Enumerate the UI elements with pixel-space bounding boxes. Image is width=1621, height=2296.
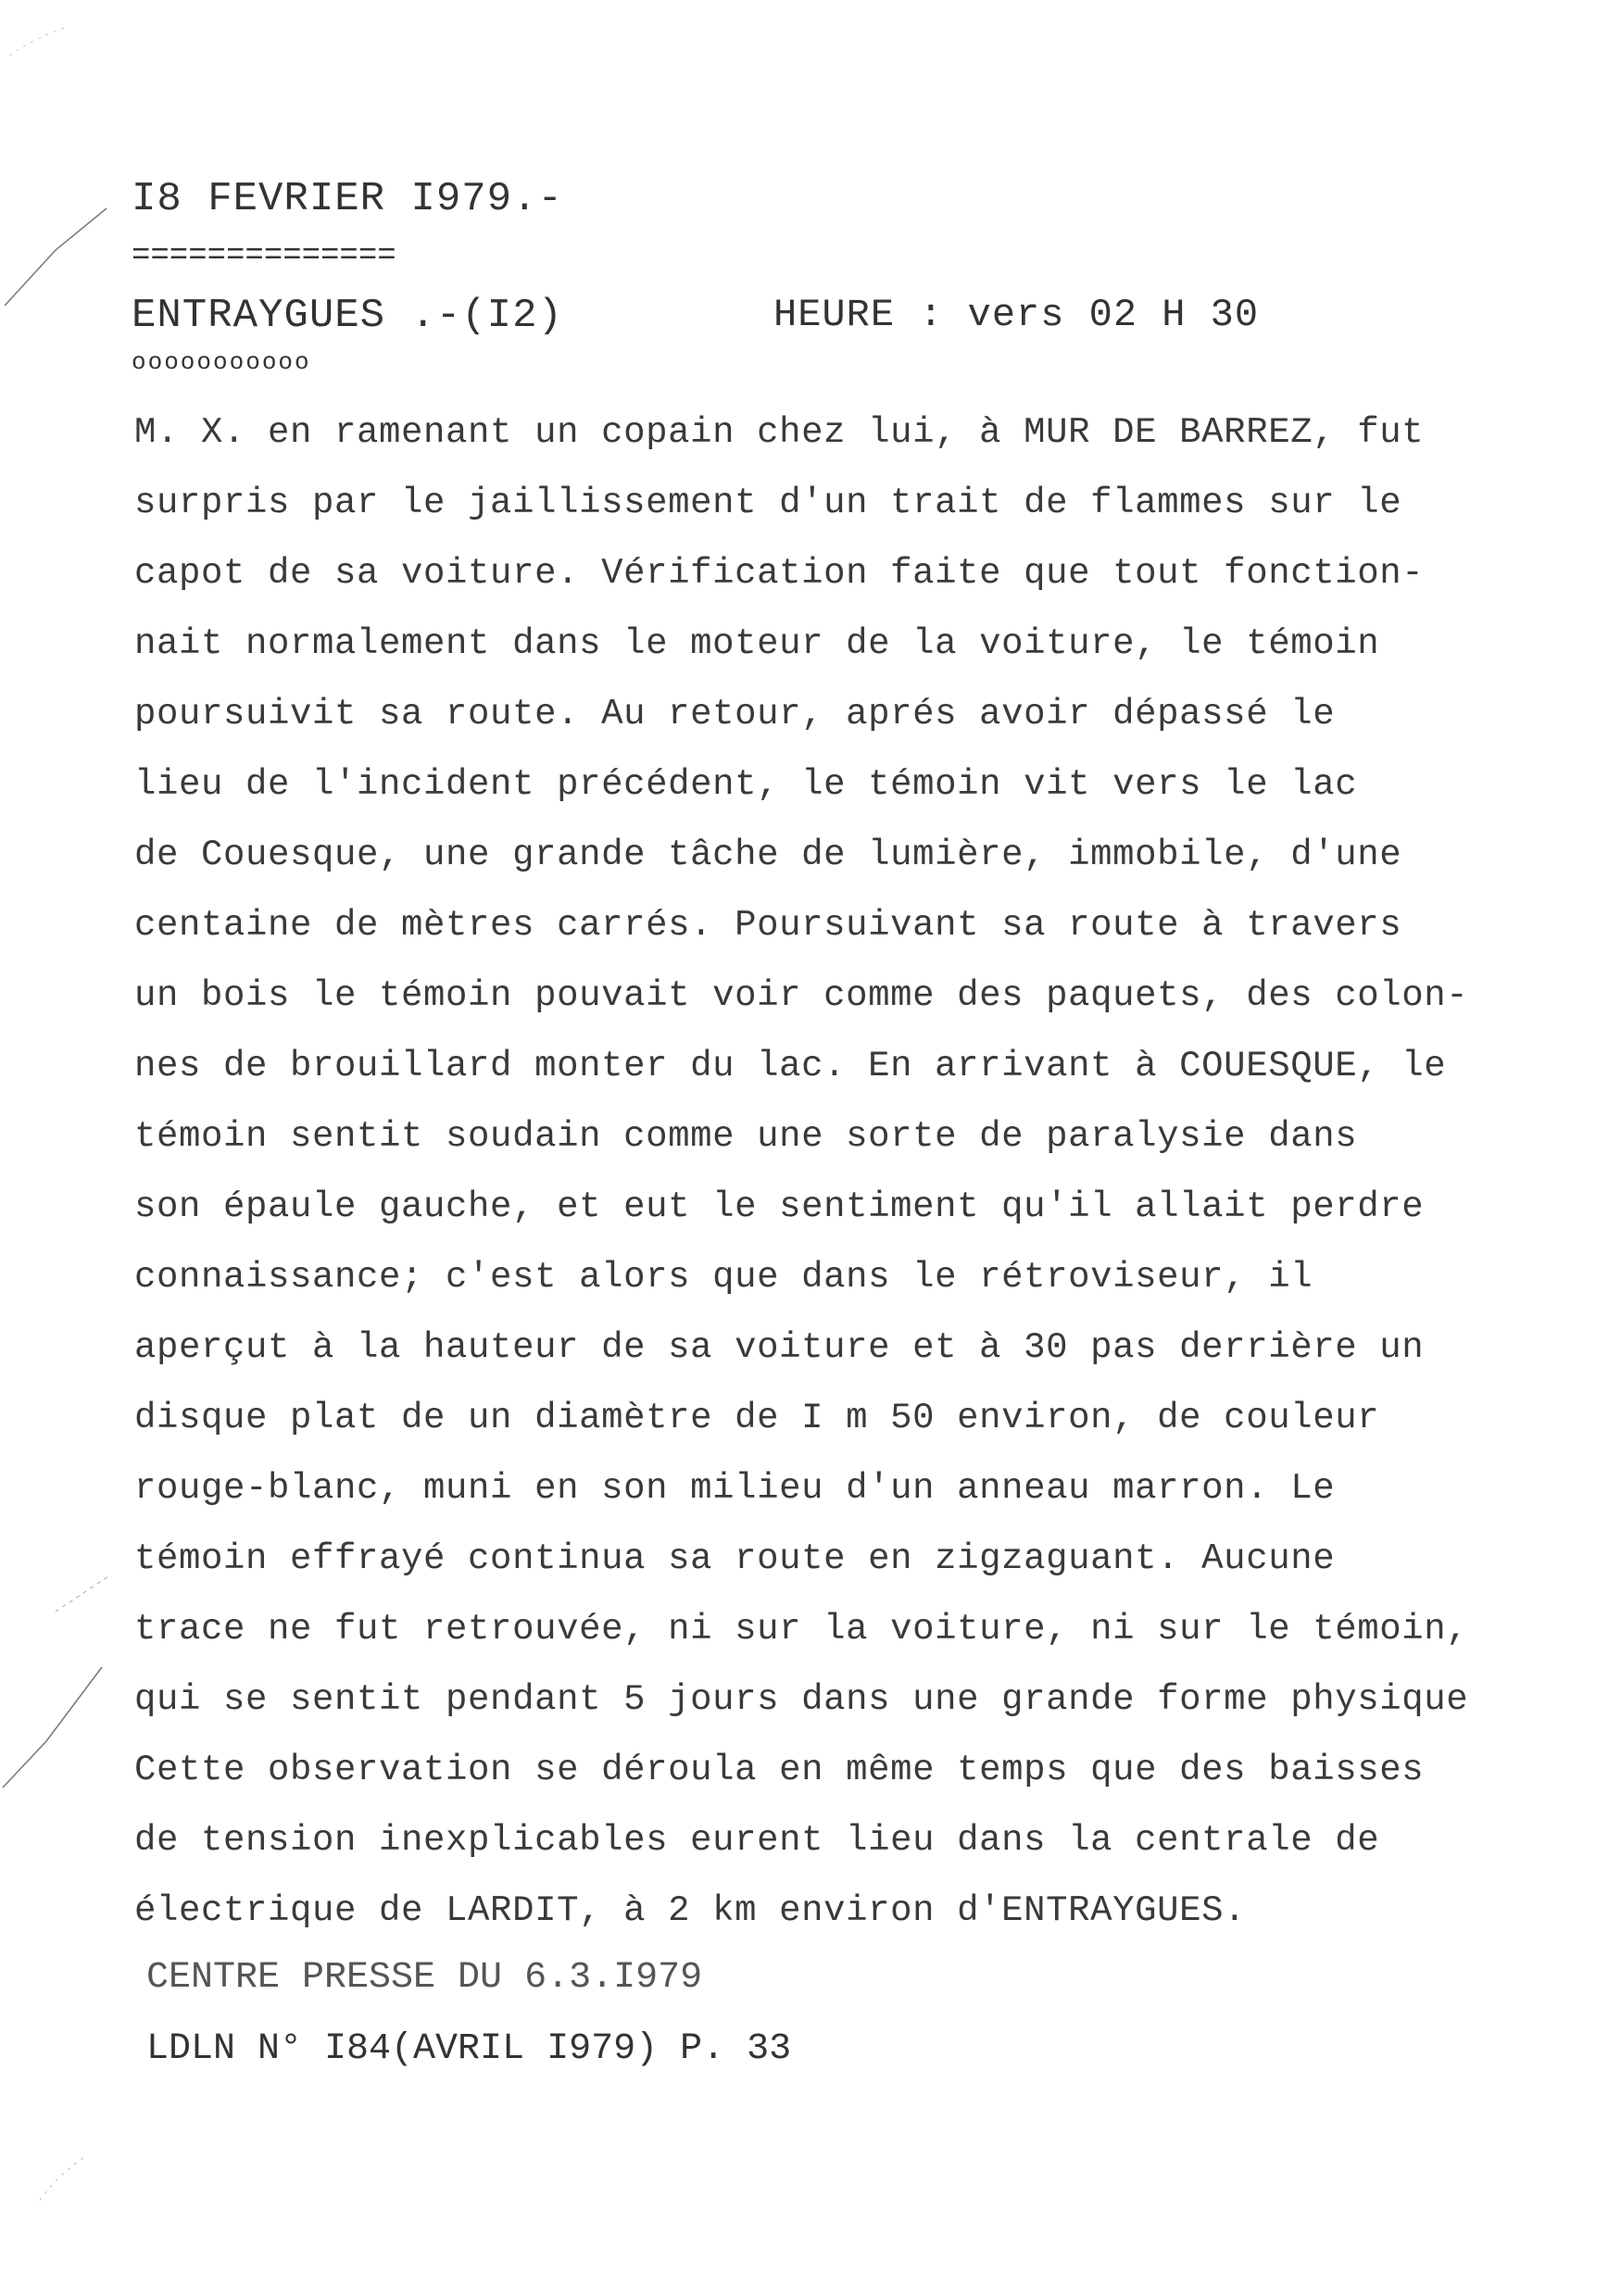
body-line: témoin effrayé continua sa route en zigzaguant. Aucune xyxy=(134,1538,1336,1579)
source-newspaper: CENTRE PRESSE DU 6.3.I979 xyxy=(146,1957,703,1999)
body-line: un bois le témoin pouvait voir comme des paquets, des colon- xyxy=(134,975,1469,1016)
body-line: nes de brouillard monter du lac. En arrivant à COUESQUE, le xyxy=(134,1046,1447,1086)
body-line: surpris par le jaillissement d'un trait de flammes sur le xyxy=(134,483,1402,523)
date-heading: I8 FEVRIER I979.- xyxy=(132,176,563,222)
body-line: électrique de LARDIT, à 2 km environ d'ENTRAYGUES. xyxy=(134,1890,1247,1931)
body-line: qui se sentit pendant 5 jours dans une grande forme physique xyxy=(134,1679,1469,1720)
body-line: son épaule gauche, et eut le sentiment qu'il allait perdre xyxy=(134,1186,1425,1227)
body-line: trace ne fut retrouvée, ni sur la voiture, ni sur le témoin, xyxy=(134,1609,1469,1650)
source-magazine: LDLN N° I84(AVRIL I979) P. 33 xyxy=(146,2028,792,2070)
body-line: Cette observation se déroula en même temps que des baisses xyxy=(134,1750,1425,1790)
body-line: aperçut à la hauteur de sa voiture et à 30 pas derrière un xyxy=(134,1327,1425,1368)
body-line: disque plat de un diamètre de I m 50 environ, de couleur xyxy=(134,1398,1380,1438)
place-heading: ENTRAYGUES .-(I2) xyxy=(132,293,563,339)
body-line: lieu de l'incident précédent, le témoin vit vers le lac xyxy=(134,764,1358,805)
date-underline: ============== xyxy=(132,239,396,274)
body-line: de Couesque, une grande tâche de lumière, immobile, d'une xyxy=(134,834,1402,875)
body-line: témoin sentit soudain comme une sorte de paralysie dans xyxy=(134,1116,1358,1157)
body-line: rouge-blanc, muni en son milieu d'un anneau marron. Le xyxy=(134,1468,1336,1509)
body-line: M. X. en ramenant un copain chez lui, à MUR DE BARREZ, fut xyxy=(134,412,1425,453)
body-line: de tension inexplicables eurent lieu dans la centrale de xyxy=(134,1820,1380,1861)
body-line: connaissance; c'est alors que dans le rétroviseur, il xyxy=(134,1257,1313,1298)
body-line: poursuivit sa route. Au retour, aprés avoir dépassé le xyxy=(134,694,1336,734)
body-line: capot de sa voiture. Vérification faite que tout fonction- xyxy=(134,553,1425,594)
body-line: nait normalement dans le moteur de la voiture, le témoin xyxy=(134,623,1380,664)
time-heading: HEURE : vers 02 H 30 xyxy=(773,293,1260,337)
body-line: centaine de mètres carrés. Poursuivant sa route à travers xyxy=(134,905,1402,946)
place-underline: ooooooooooo xyxy=(132,348,311,376)
